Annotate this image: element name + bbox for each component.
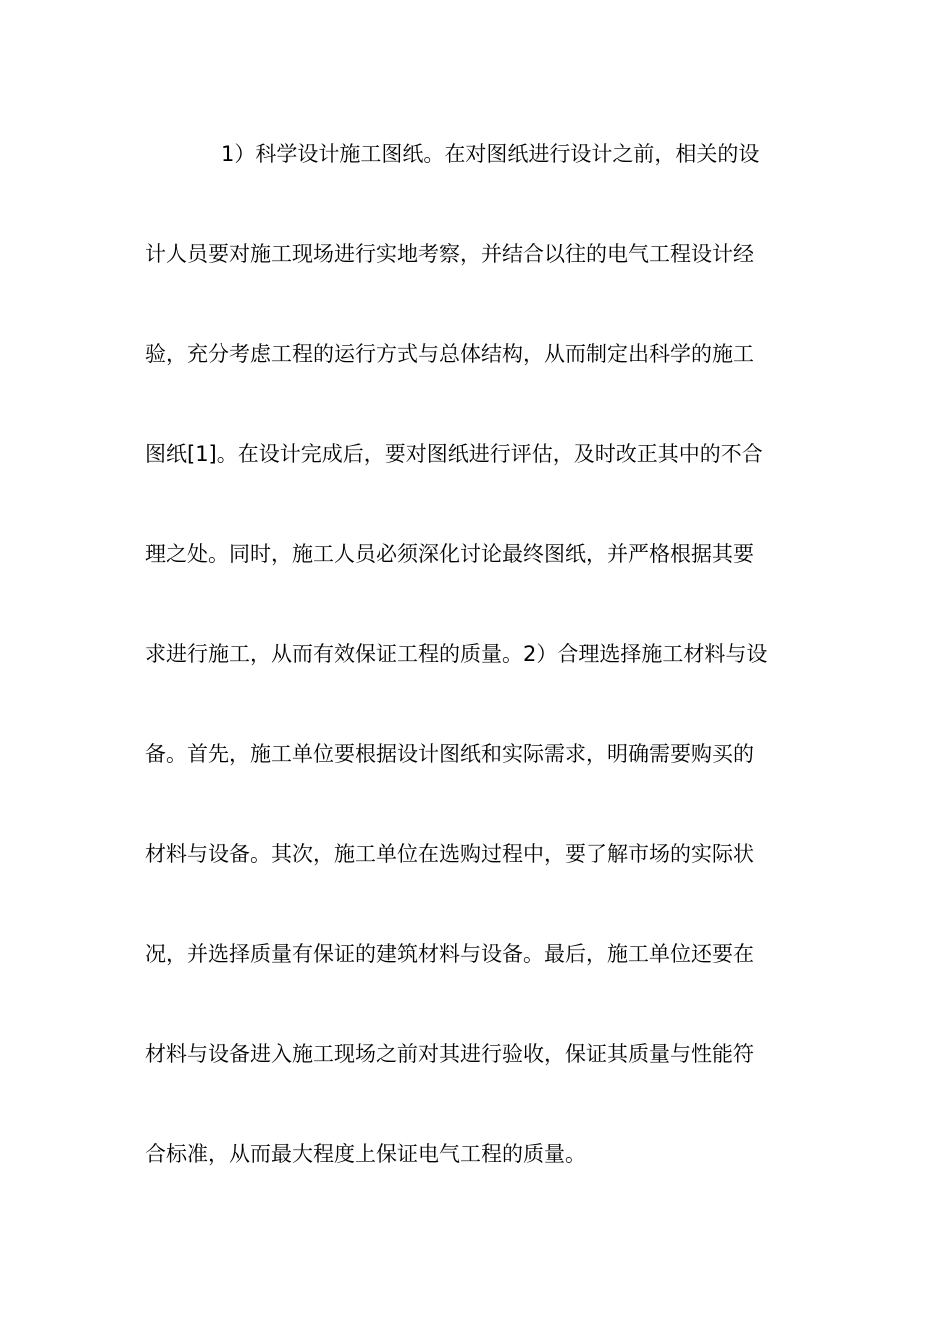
- text-line: 求进行施工，从而有效保证工程的质量。2）合理选择施工材料与设: [145, 642, 768, 666]
- text-line: 1）科学设计施工图纸。在对图纸进行设计之前，相关的设: [221, 142, 760, 166]
- text-line: 材料与设备。其次，施工单位在选购过程中，要了解市场的实际状: [145, 842, 754, 866]
- text-line: 计人员要对施工现场进行实地考察，并结合以往的电气工程设计经: [145, 242, 754, 266]
- text-line: 况，并选择质量有保证的建筑材料与设备。最后，施工单位还要在: [145, 942, 754, 966]
- text-line: 备。首先，施工单位要根据设计图纸和实际需求，明确需要购买的: [145, 742, 754, 766]
- body-paragraph: [145, 130, 815, 1230]
- text-line: 理之处。同时，施工人员必须深化讨论最终图纸，并严格根据其要: [145, 542, 754, 566]
- text-line: 图纸[1]。在设计完成后，要对图纸进行评估，及时改正其中的不合: [145, 442, 763, 466]
- text-line: 材料与设备进入施工现场之前对其进行验收，保证其质量与性能符: [145, 1042, 754, 1066]
- text-line: 合标准，从而最大程度上保证电气工程的质量。: [145, 1142, 586, 1166]
- text-line: 验，充分考虑工程的运行方式与总体结构，从而制定出科学的施工: [145, 342, 754, 366]
